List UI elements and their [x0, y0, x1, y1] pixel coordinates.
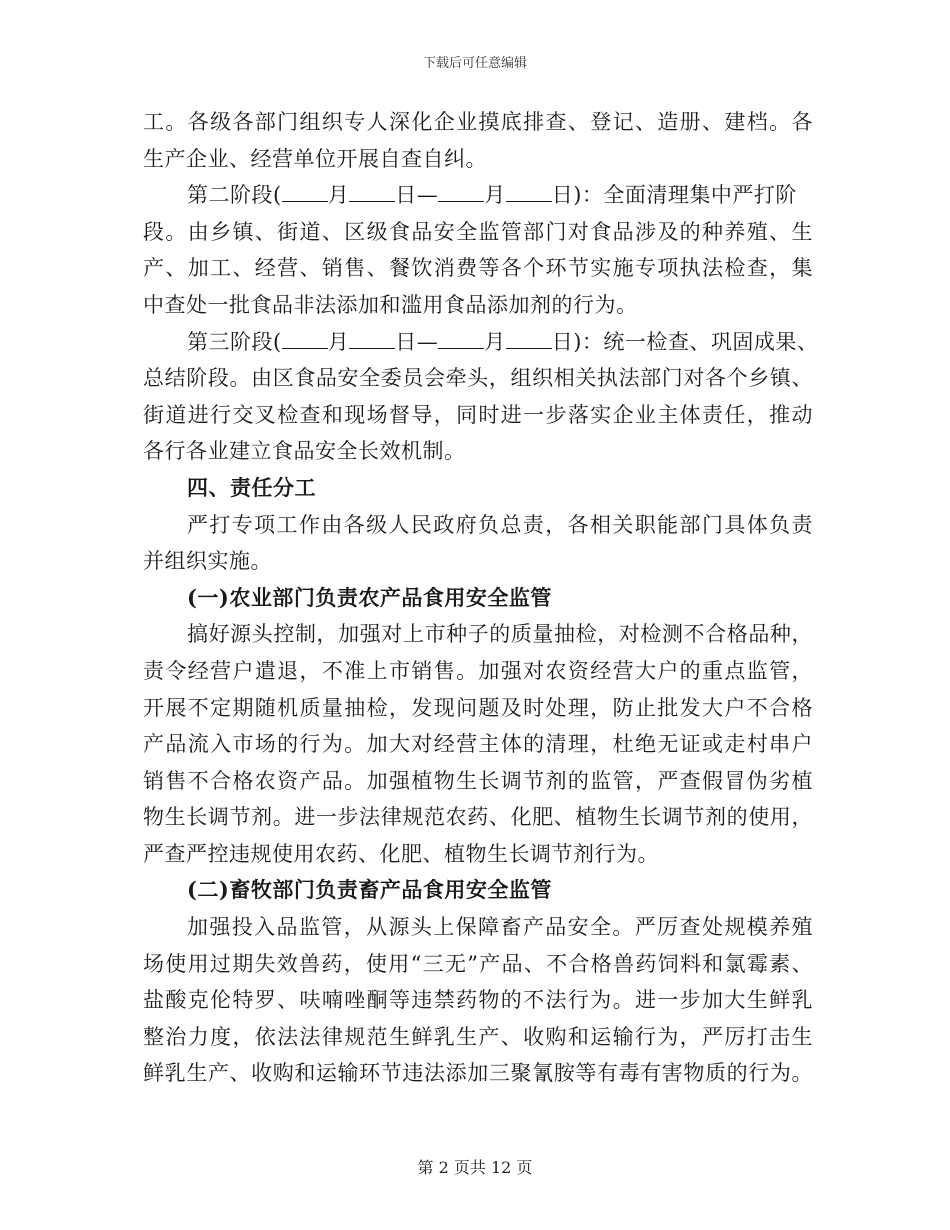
- paragraph-line: 段。由乡镇、街道、区级食品安全监管部门对食品涉及的种养殖、生: [143, 219, 813, 244]
- paragraph-line: 场使用过期失效兽药，使用“三无”产品、不合格兽药饲料和氯霉素、: [143, 951, 813, 976]
- paragraph-line: 物生长调节剂。进一步法律规范农药、化肥、植物生长调节剂的使用，: [143, 805, 813, 830]
- paragraph-line: 工。各级各部门组织专人深化企业摸底排查、登记、造册、建档。各: [143, 110, 813, 134]
- paragraph-line: 总结阶段。由区食品安全委员会牵头，组织相关执法部门对各个乡镇、: [143, 366, 813, 391]
- section-heading: (一)农业部门负责农产品食用安全监管: [187, 584, 552, 610]
- paragraph-line: 开展不定期随机质量抽检，发现问题及时处理，防止批发大户不合格: [143, 695, 813, 720]
- day-close: 日)：: [551, 329, 604, 354]
- day-char: 日: [395, 183, 417, 208]
- stage-line: [143, 324, 819, 361]
- date-blank: [438, 328, 484, 349]
- date-blank: [282, 181, 328, 202]
- paragraph-line: 盐酸克伦特罗、呋喃唑酮等违禁药物的不法行为。进一步加大生鲜乳: [143, 988, 813, 1013]
- date-blank: [506, 328, 552, 349]
- paragraph-line: 各行各业建立食品安全长效机制。: [143, 439, 466, 464]
- paragraph-line: 鲜乳生产、收购和运输环节违法添加三聚氰胺等有毒有害物质的行为。: [143, 1061, 813, 1086]
- paragraph-line: 并组织实施。: [143, 549, 272, 574]
- paragraph-line: 责令经营户遣退，不准上市销售。加强对农资经营大户的重点监管，: [143, 658, 813, 683]
- paragraph-line: 加强投入品监管，从源头上保障畜产品安全。严厉查处规模养殖: [187, 915, 813, 940]
- document-body: [143, 104, 819, 1092]
- date-blank: [349, 328, 395, 349]
- dash-char: —: [416, 329, 439, 354]
- paragraph-line: 街道进行交叉检查和现场督导，同时进一步落实企业主体责任，推动: [143, 402, 813, 427]
- month-char: 月: [484, 183, 506, 208]
- dash-char: —: [416, 183, 439, 208]
- day-close: 日)：: [551, 183, 604, 208]
- stage-line: [143, 177, 813, 214]
- month-char: 月: [327, 329, 350, 354]
- paragraph-line: 产品流入市场的行为。加大对经营主体的清理，杜绝无证或走村串户: [143, 732, 813, 757]
- month-char: 月: [327, 183, 350, 208]
- date-blank: [438, 181, 484, 202]
- paragraph-line: 产、加工、经营、销售、餐饮消费等各个环节实施专项执法检查，集: [143, 256, 813, 281]
- stage-description: 全面清理集中严打阶: [603, 183, 797, 208]
- page-header: 下载后可任意编辑: [422, 56, 527, 71]
- stage-description: 统一检查、巩固成果、: [603, 329, 819, 354]
- paragraph-line: 搞好源头控制，加强对上市种子的质量抽检，对检测不合格品种，: [187, 622, 813, 647]
- section-heading: 四、责任分工: [187, 474, 316, 500]
- paragraph-line: 整治力度，依法法律规范生鲜乳生产、收购和运输行为，严厉打击生: [143, 1024, 813, 1049]
- month-char: 月: [484, 329, 506, 354]
- stage-label: 第三阶段: [187, 329, 273, 354]
- page-footer: 第 2 页共 12 页: [417, 1158, 533, 1177]
- day-char: 日: [395, 329, 417, 354]
- paren-open: (: [273, 183, 282, 208]
- paragraph-line: 中查处一批食品非法添加和滥用食品添加剂的行为。: [143, 292, 638, 317]
- paren-open: (: [273, 329, 282, 354]
- date-blank: [282, 328, 328, 349]
- paragraph-line: 严查严控违规使用农药、化肥、植物生长调节剂行为。: [143, 841, 659, 866]
- paragraph-line: 生产企业、经营单位开展自查自纠。: [143, 146, 487, 171]
- section-heading: (二)畜牧部门负责畜产品食用安全监管: [187, 877, 552, 903]
- date-blank: [506, 181, 552, 202]
- stage-label: 第二阶段: [187, 183, 273, 208]
- date-blank: [349, 181, 395, 202]
- paragraph-line: 严打专项工作由各级人民政府负总责，各相关职能部门具体负责: [187, 512, 813, 537]
- paragraph-line: 销售不合格农资产品。加强植物生长调节剂的监管，严查假冒伪劣植: [143, 768, 813, 793]
